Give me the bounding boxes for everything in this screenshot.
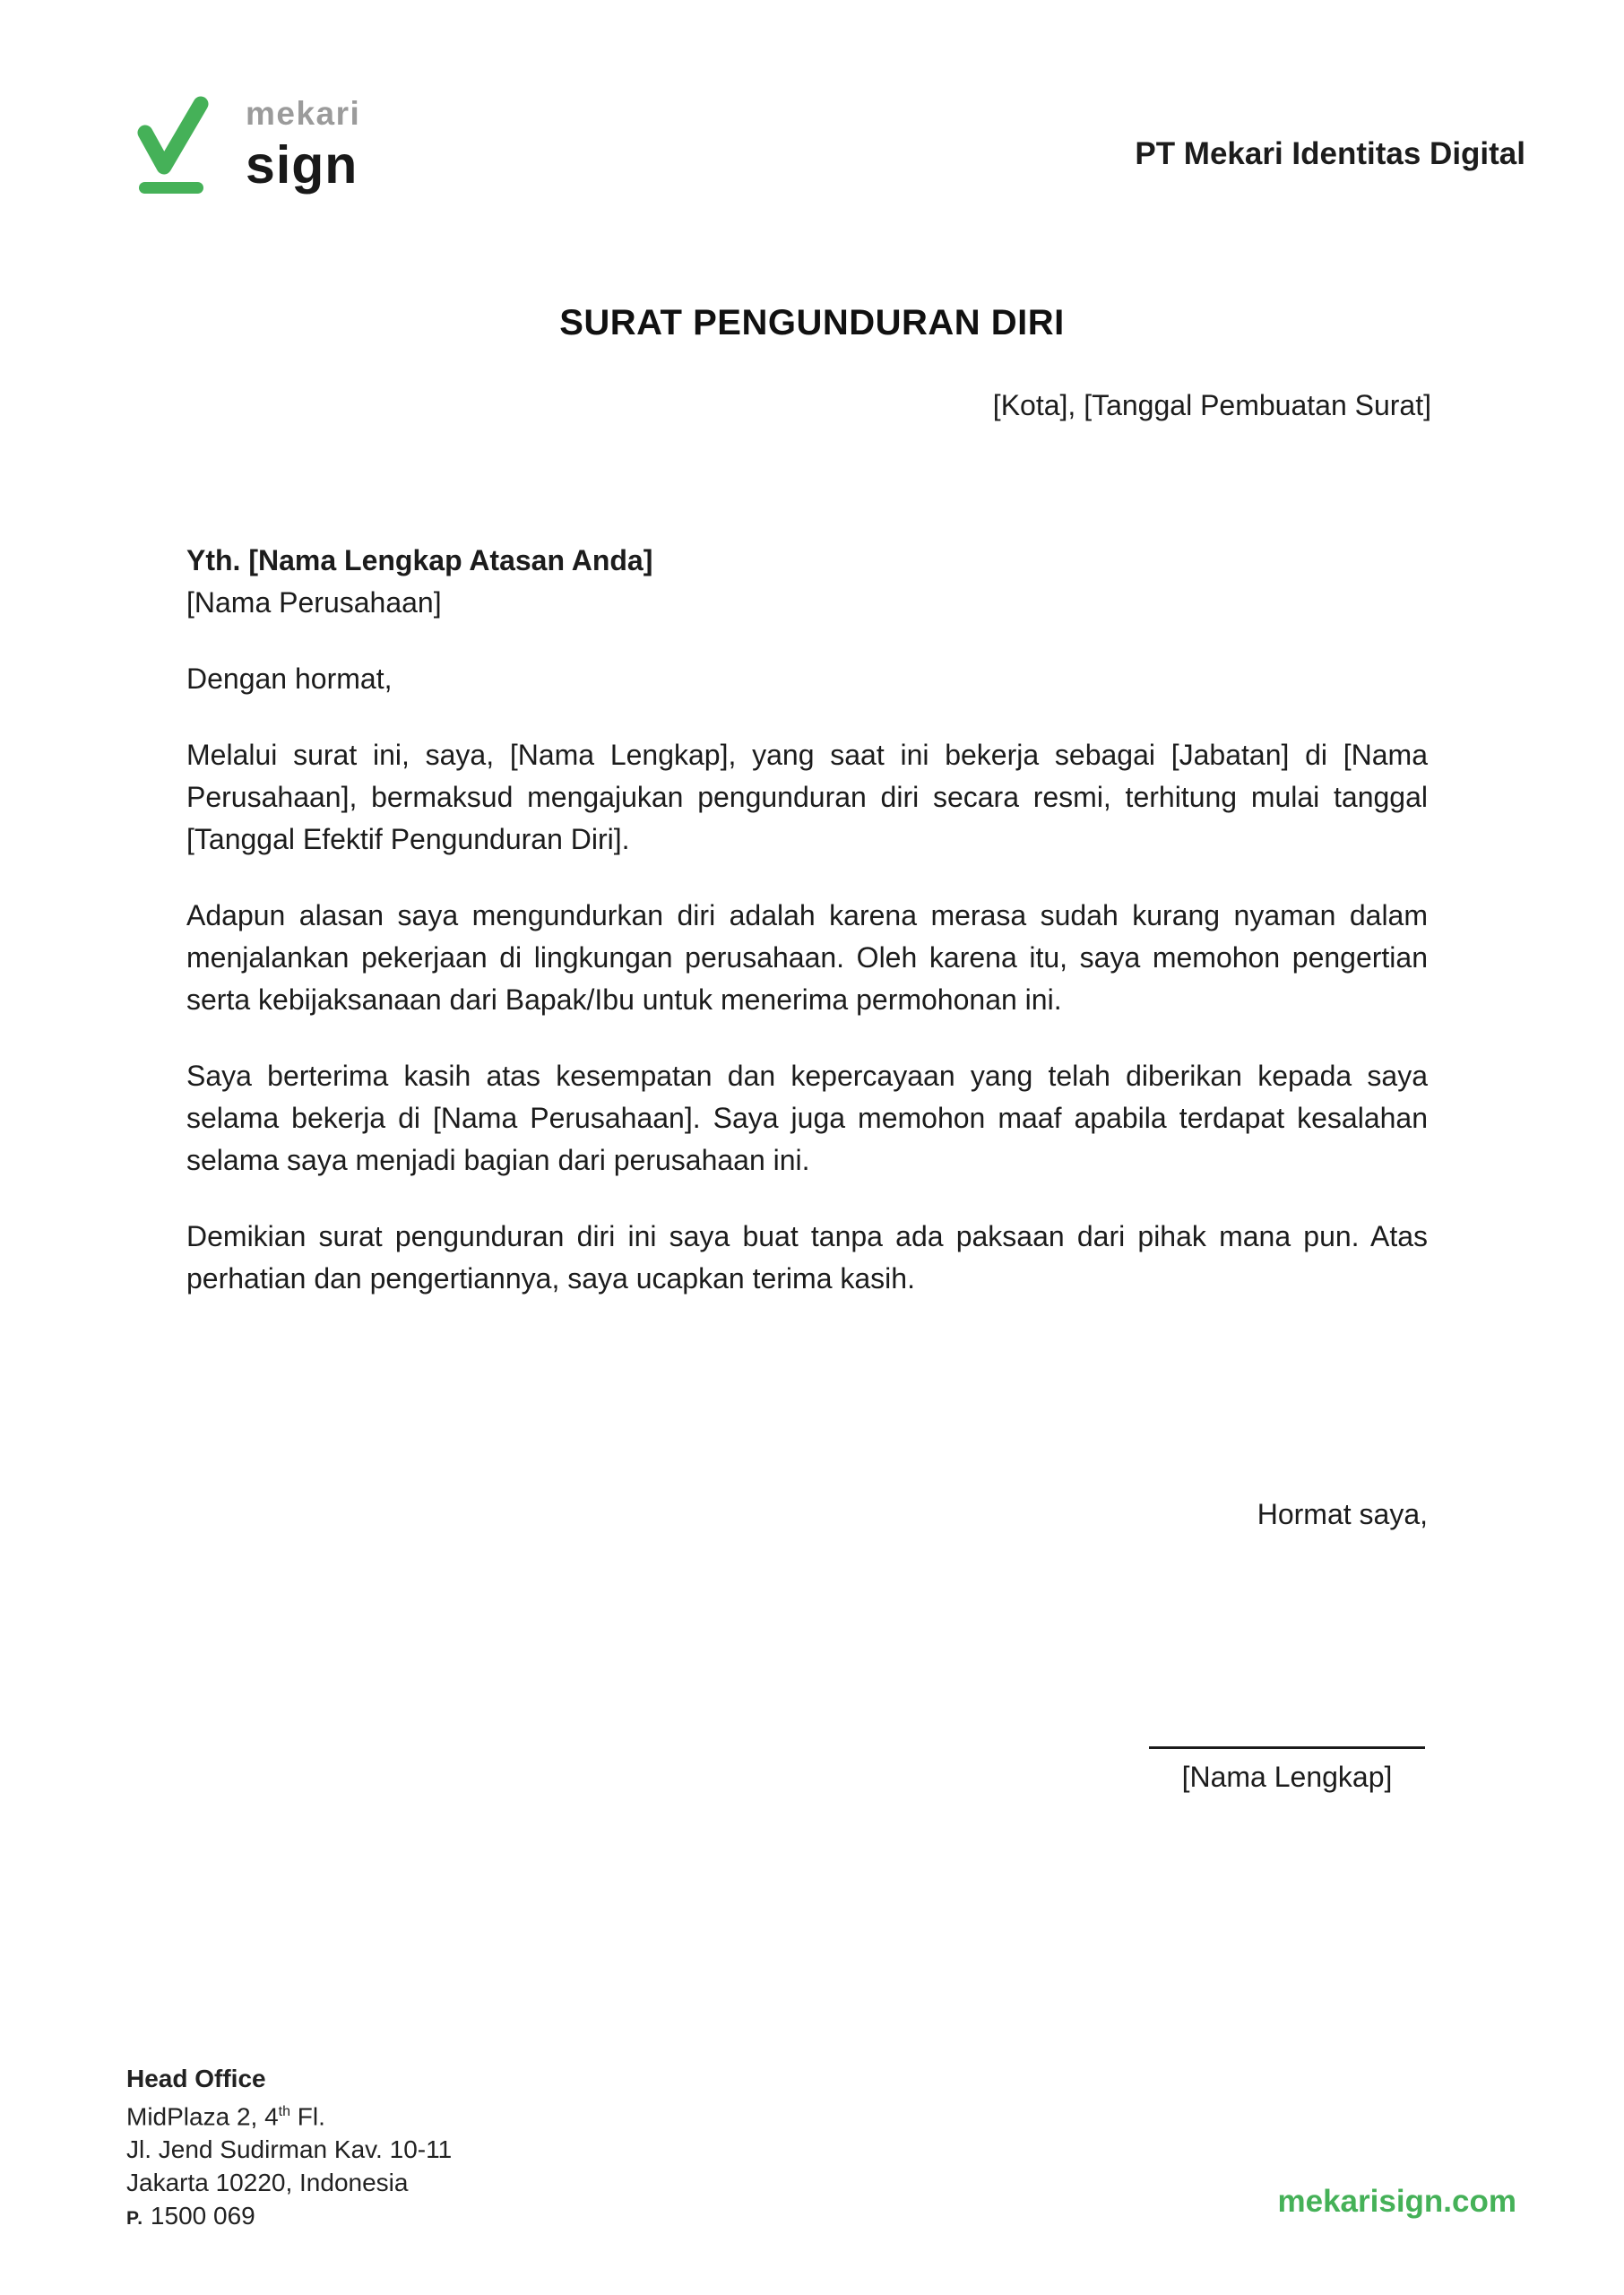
footer-address-line-1-text: MidPlaza 2, 4 [126, 2102, 279, 2131]
footer-phone-number: 1500 069 [150, 2202, 255, 2230]
paragraph-gratitude: Saya berterima kasih atas kesempatan dan kepercayaan yang telah diberikan kepada saya selama bekerja di [Nama Perusahaan]. Saya juga memohon maaf apabila terdapat kesalahan selama saya menjadi bagian dari perusahaan ini. [186, 1060, 1428, 1176]
paragraph-closing-statement: Demikian surat pengunduran diri ini saya buat tanpa ada paksaan dari pihak mana pun. Atas perhatian dan pengertiannya, saya ucapkan terima kasih. [186, 1220, 1428, 1295]
footer-office-title: Head Office [126, 2065, 266, 2092]
logo-wordmark [246, 95, 361, 195]
letter-title: SURAT PENGUNDURAN DIRI [559, 303, 1065, 342]
footer-phone [126, 2199, 452, 2235]
mekari-sign-logo [136, 93, 360, 197]
footer-address-line-2: Jl. Jend Sudirman Kav. 10-11 [126, 2135, 453, 2164]
letter-body [186, 540, 1428, 1300]
footer-address-line-3: Jakarta 10220, Indonesia [126, 2169, 409, 2197]
salutation: Dengan hormat, [186, 663, 393, 695]
check-icon [136, 95, 210, 197]
company-name: PT Mekari Identitas Digital [1135, 136, 1525, 171]
signature-block [1149, 1746, 1425, 1794]
paragraph-intent: Melalui surat ini, saya, [Nama Lengkap], yang saat ini bekerja sebagai [Jabatan] di [Nama Perusahaan], bermaksud mengajukan pengunduran diri secara resmi, terhitung mulai tanggal [Tanggal Efektif Pengunduran Diri]. [186, 739, 1428, 855]
paragraph-reason: Adapun alasan saya mengundurkan diri adalah karena merasa sudah kurang nyaman dalam menjalankan pekerjaan di lingkungan perusahaan. Oleh karena itu, saya memohon pengertian serta kebijaksanaan dari Bapak/Ibu untuk menerima permohonan ini. [186, 899, 1428, 1016]
signer-name: [Nama Lengkap] [1181, 1761, 1393, 1793]
footer-address-block [126, 2062, 452, 2235]
signature-line [1149, 1746, 1425, 1749]
footer-website: mekarisign.com [1277, 2184, 1516, 2219]
closing-label: Hormat saya, [1257, 1498, 1428, 1530]
logo-brand-bottom: sign [246, 135, 358, 195]
logo-brand-top: mekari [246, 95, 361, 132]
recipient-name: Yth. [Nama Lengkap Atasan Anda] [186, 544, 653, 576]
footer-address-line-1-superscript: th [278, 2104, 290, 2119]
footer-phone-label: P. [126, 2208, 144, 2230]
recipient-company: [Nama Perusahaan] [186, 586, 442, 619]
date-line: [Kota], [Tanggal Pembuatan Surat] [992, 389, 1431, 421]
footer-address-line-1-suffix: Fl. [289, 2102, 325, 2131]
footer-address-line-1 [126, 2095, 452, 2133]
